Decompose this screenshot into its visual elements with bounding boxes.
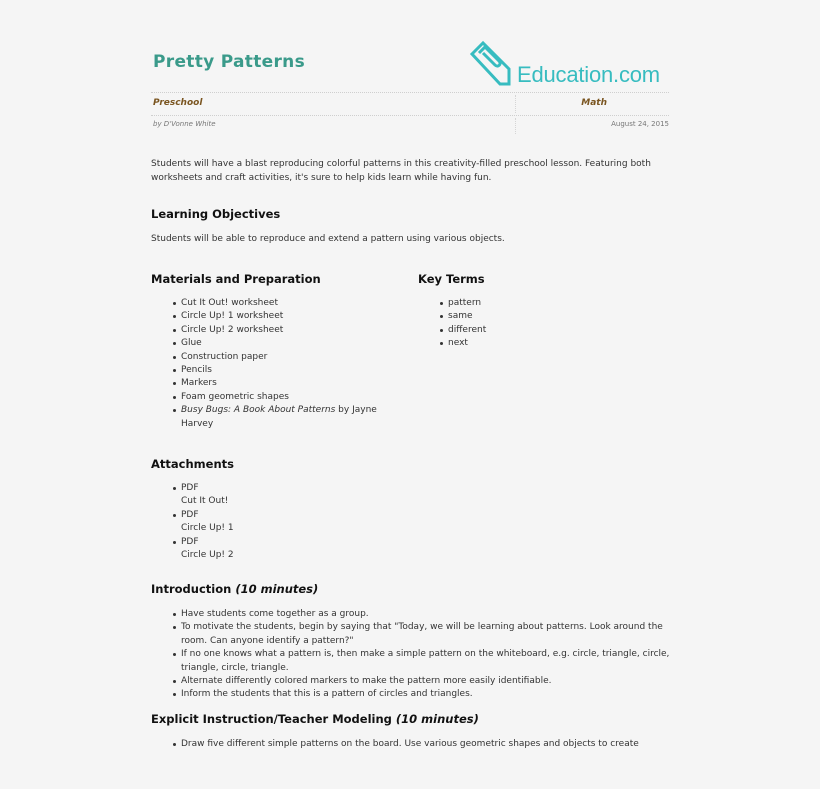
education-com-logo[interactable]	[469, 40, 674, 88]
attachment-item[interactable]	[181, 509, 381, 536]
duration: (10 minutes)	[395, 712, 479, 726]
attachment-type: PDF	[181, 483, 199, 493]
introduction-list	[151, 608, 691, 702]
author-row	[151, 116, 669, 136]
list-item: Construction paper	[181, 351, 401, 364]
attachment-type: PDF	[181, 536, 199, 547]
logo-text: Education.com	[517, 62, 660, 87]
explicit-instruction-heading	[151, 712, 479, 726]
materials-heading: Materials and Preparation	[151, 272, 321, 286]
list-item: Circle Up! 2 worksheet	[181, 324, 401, 337]
attachment-type: PDF	[181, 509, 199, 520]
list-item: To motivate the students, begin by saying that "Today, we will be learning about patterns. Look around the room. Can anyone identify a pattern?"	[181, 621, 691, 648]
materials-list	[151, 297, 401, 431]
list-item: Cut It Out! worksheet	[181, 297, 401, 310]
list-item: Pencils	[181, 364, 401, 377]
divider	[515, 95, 516, 113]
learning-objectives-heading: Learning Objectives	[151, 207, 281, 221]
attachment-item[interactable]	[181, 482, 381, 509]
learning-objectives-text: Students will be able to reproduce and extend a pattern using various objects.	[151, 234, 505, 244]
list-item-book	[181, 404, 401, 431]
introduction-heading	[151, 582, 318, 596]
intro-paragraph: Students will have a blast reproducing colorful patterns in this creativity-filled preschool lesson. Featuring both worksheets and craft activities, it's sure to help kids learn while having fun.	[151, 159, 651, 183]
list-item: Circle Up! 1 worksheet	[181, 310, 401, 323]
list-item: Glue	[181, 337, 401, 350]
list-item: Foam geometric shapes	[181, 391, 401, 404]
attachments-list	[151, 482, 381, 562]
lesson-plan-page	[151, 0, 669, 136]
book-title: Busy Bugs: A Book About Patterns	[181, 405, 336, 416]
heading-text: Introduction	[151, 582, 232, 596]
attachment-link[interactable]: Circle Up! 2	[181, 550, 234, 561]
list-item: different	[448, 324, 598, 337]
list-item: Draw five different simple patterns on the board. Use various geometric shapes and objects to create	[181, 738, 701, 751]
list-item: Alternate differently colored markers to make the pattern more easily identifiable.	[181, 675, 691, 688]
attachment-link[interactable]: Circle Up! 1	[181, 523, 234, 534]
attachment-link[interactable]: Cut It Out!	[181, 496, 229, 507]
list-item: Markers	[181, 377, 401, 390]
heading-text: Explicit Instruction/Teacher Modeling	[151, 712, 392, 726]
list-item: pattern	[448, 297, 598, 310]
attachments-heading: Attachments	[151, 457, 234, 471]
publish-date: August 24, 2015	[611, 120, 669, 128]
divider	[515, 118, 516, 134]
pencil-paperclip-icon	[469, 40, 519, 86]
duration: (10 minutes)	[235, 582, 319, 596]
list-item: same	[448, 310, 598, 323]
list-item: Inform the students that this is a pattern of circles and triangles.	[181, 688, 691, 701]
header	[151, 0, 669, 92]
subject-label: Math	[581, 98, 607, 108]
explicit-instruction-list	[151, 738, 701, 751]
list-item: Have students come together as a group.	[181, 608, 691, 621]
author: by D'Vonne White	[153, 120, 216, 128]
list-item: next	[448, 337, 598, 350]
list-item: If no one knows what a pattern is, then make a simple pattern on the whiteboard, e.g. circle, triangle, circle, triangle, circle, triangle.	[181, 648, 691, 675]
grade-label: Preschool	[153, 98, 203, 108]
page-title: Pretty Patterns	[153, 52, 305, 72]
book-author: by Jayne Harvey	[181, 405, 377, 429]
key-terms-list	[418, 297, 598, 351]
key-terms-heading: Key Terms	[418, 272, 485, 286]
attachment-item[interactable]	[181, 536, 381, 563]
meta-row	[151, 93, 669, 115]
